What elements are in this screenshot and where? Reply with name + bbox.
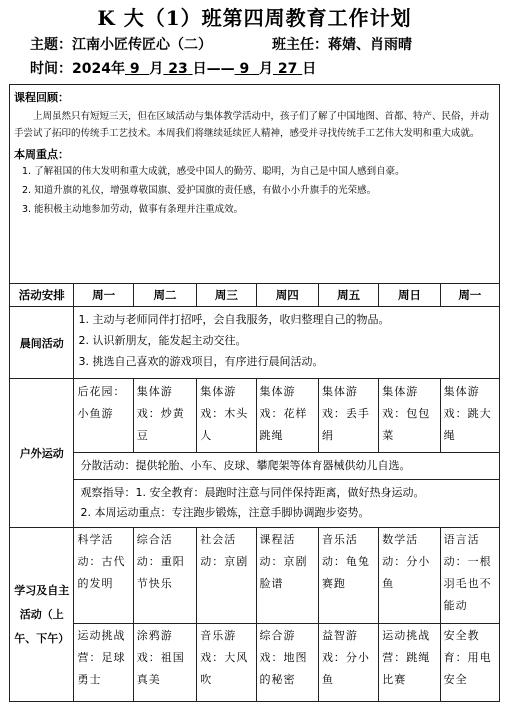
time-label: 时间： [30, 61, 72, 77]
outdoor-label: 户外运动 [10, 379, 74, 528]
morning-item: 1. 主动与老师同伴打招呼，会自我服务，收归整理自己的物品。 [78, 313, 390, 326]
teacher-value: 蒋婧、肖雨晴 [328, 37, 412, 53]
outdoor-cell: 集体游戏：丢手绢 [318, 379, 378, 453]
outdoor-cell: 集体游戏：木头人 [197, 379, 256, 453]
study-cell: 运动挑战营：足球勇士 [74, 624, 133, 702]
scattered-activity: 分散活动：提供轮胎、小车、皮球、攀爬架等体育器械供幼儿自选。 [74, 453, 500, 480]
day-header: 周二 [133, 284, 196, 307]
day-header: 周一 [440, 284, 499, 307]
day-header: 周五 [318, 284, 378, 307]
teacher-label: 班主任： [272, 37, 328, 53]
study-cell: 综合活动：重阳节快乐 [133, 528, 196, 624]
study-row [10, 624, 500, 702]
study-cell: 社会活动：京剧 [197, 528, 256, 624]
study-cell: 综合游戏：地图的秘密 [256, 624, 318, 702]
outdoor-row [10, 379, 500, 453]
end-month: 9 [239, 61, 250, 77]
day-header: 周四 [256, 284, 318, 307]
study-cell: 科学活动：古代的发明 [74, 528, 133, 624]
study-cell: 数学活动：分小鱼 [379, 528, 440, 624]
morning-content [74, 307, 500, 379]
review-title: 课程回顾： [14, 91, 69, 104]
theme-value: 江南小匠传匠心（二） [72, 37, 212, 53]
study-label: 学习及自主活动（上午、下午） [10, 528, 74, 702]
outdoor-cell: 集体游戏：炒黄豆 [133, 379, 196, 453]
start-month: 9 [129, 61, 140, 77]
morning-item: 2. 认识新朋友，能发起主动交往。 [78, 334, 247, 347]
day-header: 周一 [74, 284, 133, 307]
outdoor-cell: 集体游戏：花样跳绳 [256, 379, 318, 453]
review-section [10, 85, 500, 284]
outdoor-cell: 集体游戏：包包菜 [379, 379, 440, 453]
schedule-header-row [10, 284, 500, 307]
meta-time-row: 时间：2024年 9 月 23 日—— 9 月 27 日 [30, 61, 317, 77]
study-cell: 课程活动：京剧脸谱 [256, 528, 318, 624]
start-day: 23 [168, 61, 188, 77]
focus-item: 1. 了解祖国的伟大发明和重大成就，感受中国人的勤劳、聪明，为自己是中国人感到自豪。 [22, 166, 405, 177]
observation-guidance [74, 480, 500, 528]
morning-row [10, 307, 500, 379]
focus-title: 本周重点： [14, 148, 69, 161]
outdoor-cell: 集体游戏：跳大绳 [440, 379, 499, 453]
study-cell: 语言活动：一根羽毛也不能动 [440, 528, 499, 624]
study-cell: 运动挑战营：跳绳比赛 [379, 624, 440, 702]
meta-theme-row [30, 34, 412, 54]
focus-item: 2. 知道升旗的礼仪，增强尊敬国旗、爱护国旗的责任感，有做小小升旗手的光荣感。 [22, 185, 377, 196]
morning-label: 晨间活动 [10, 307, 74, 379]
schedule-header-label: 活动安排 [10, 284, 74, 307]
theme-label: 主题： [30, 37, 72, 53]
study-cell: 安全教育：用电安全 [440, 624, 499, 702]
plan-table [9, 84, 500, 702]
morning-item: 3. 挑选自己喜欢的游戏项目，有序进行晨间活动。 [78, 355, 324, 368]
outdoor-cell: 后花园：小鱼游 [74, 379, 133, 453]
review-text: 上周虽然只有短短三天，但在区域活动与集体教学活动中，孩子们了解了中国地图、首都、特产、民俗，并动手尝试了拓印的传统手工艺技术。本周我们将继续延续匠人精神，感受并寻找传统手工艺伟大发明和重大成就。 [14, 111, 490, 139]
study-cell: 益智游戏：分小鱼 [318, 624, 378, 702]
study-cell: 音乐活动：龟兔赛跑 [318, 528, 378, 624]
year: 2024 [72, 61, 111, 77]
guidance-item: 2. 本周运动重点：专注跑步锻炼，注意手脚协调跑步姿势。 [80, 506, 370, 519]
focus-item: 3. 能积极主动地参加劳动，做事有条理并注重成效。 [22, 204, 244, 215]
end-day: 27 [277, 61, 298, 77]
day-header: 周日 [379, 284, 440, 307]
page-title: K 大（1）班第四周教育工作计划 [97, 6, 412, 30]
day-header: 周三 [197, 284, 256, 307]
guidance-item: 观察指导：1. 安全教育：晨跑时注意与同伴保持距离，做好热身运动。 [80, 486, 425, 499]
study-cell: 涂鸦游戏：祖国真美 [133, 624, 196, 702]
study-cell: 音乐游戏：大风吹 [197, 624, 256, 702]
study-row [10, 528, 500, 624]
